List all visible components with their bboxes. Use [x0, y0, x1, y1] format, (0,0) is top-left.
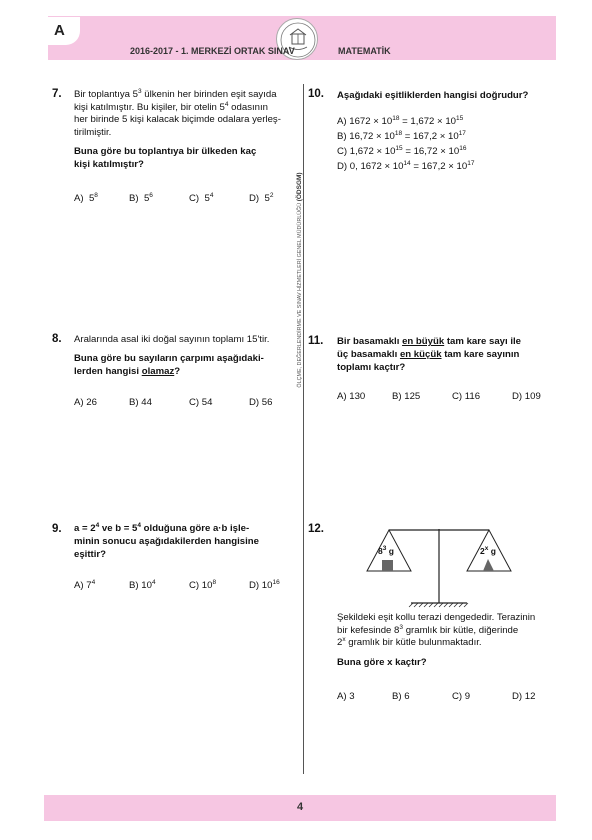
- right-pan-label: 2$^x$ g: [480, 545, 496, 556]
- option-a[interactable]: A) $7^4$: [74, 579, 96, 591]
- question-prompt: $a = 2^4$ ve $b = 5^4$ olduğuna göre a·b işle- minin sonucu aşağıdakilerden hangisine eşittir?: [74, 522, 259, 560]
- option-d[interactable]: D) 56: [249, 397, 273, 408]
- option-a[interactable]: A) 26: [74, 397, 97, 408]
- question-prompt: Buna göre x kaçtır?: [337, 656, 427, 668]
- option-b[interactable]: B) $16,72 \times 10^{18} = 167,2 \times 10^{17}$: [337, 130, 466, 142]
- option-d[interactable]: D) 0, $1672 \times 10^{14} = 167,2 \times 10^{17}$: [337, 160, 475, 172]
- option-b[interactable]: B) $10^4$: [129, 579, 156, 591]
- question-prompt: Buna göre bu sayıların çarpımı aşağıdaki- lerden hangisi olamaz?: [74, 352, 264, 377]
- question-number: 9.: [52, 523, 62, 535]
- page-number: 4: [296, 801, 304, 813]
- question-prompt: Buna göre bu toplantıya bir ülkeden kaç kişi katılmıştır?: [74, 146, 257, 170]
- option-c[interactable]: C) 9: [452, 691, 471, 702]
- option-c[interactable]: C) 116: [452, 391, 481, 402]
- option-c[interactable]: C) $5^4$: [189, 192, 214, 204]
- question-text: Bir toplantıya $5^3$ ülkenin her birinden eşit sayıda kişi katılmıştır. Bu kişiler, bir otelin $5^4$ odasının her birinde 5 kişi kalacak biçimde odalara yerleş- tirilmiştir.: [74, 88, 281, 138]
- exam-title: 2016-2017 - 1. MERKEZİ ORTAK SINAV: [130, 46, 295, 56]
- page-footer: [44, 795, 556, 821]
- question-prompt: Aşağıdaki eşitliklerden hangisi doğrudur?: [337, 90, 529, 101]
- option-c[interactable]: C) $1,672 \times 10^{15} = 16,72 \times 10^{16}$: [337, 145, 467, 157]
- subject-title: MATEMATİK: [338, 46, 391, 56]
- question-number: 7.: [52, 88, 62, 100]
- question-text: Aralarında asal iki doğal sayının toplamı 15'tir.: [74, 334, 270, 345]
- booklet-letter: A: [54, 22, 65, 39]
- option-b[interactable]: B) 44: [129, 397, 152, 408]
- question-number: 12.: [308, 523, 324, 535]
- question-text: Şekildeki eşit kollu terazi dengededir. Terazinin bir kefesinde $8^3$ gramlık bir kütle, diğerinde 2$^x$ gramlık bir kütle bulunmaktadır. Buna göre x kaçtır?: [337, 612, 562, 669]
- option-c[interactable]: C) $10^8$: [189, 579, 217, 591]
- page-header: [48, 16, 556, 62]
- column-divider: [303, 84, 304, 774]
- option-b[interactable]: B) 125: [392, 391, 421, 402]
- option-d[interactable]: D) $5^2$: [249, 192, 274, 204]
- option-d[interactable]: D) 109: [512, 391, 541, 402]
- option-d[interactable]: D) $10^{16}$: [249, 579, 280, 591]
- option-a[interactable]: A) 130: [337, 391, 366, 402]
- option-a[interactable]: A) 3: [337, 691, 355, 702]
- left-pan-label: $8^3$ g: [378, 545, 394, 556]
- option-c[interactable]: C) 54: [189, 397, 213, 408]
- question-number: 10.: [308, 88, 324, 100]
- option-a[interactable]: A) $1672 \times 10^{18} = 1,672 \times 10^{15}$: [337, 115, 464, 127]
- option-d[interactable]: D) 12: [512, 691, 536, 702]
- question-number: 8.: [52, 333, 62, 345]
- option-b[interactable]: B) 6: [392, 691, 410, 702]
- option-b[interactable]: B) $5^6$: [129, 192, 153, 204]
- balance-scale-diagram: [353, 523, 533, 608]
- answer-options: [337, 114, 474, 174]
- option-a[interactable]: A) $5^8$: [74, 192, 98, 204]
- question-number: 11.: [308, 335, 324, 347]
- side-institution-text: ÖLÇME, DEĞERLENDİRME VE SINAV HİZMETLERİ GENEL MÜDÜRLÜĞÜ (ÖDSGM): [296, 172, 303, 388]
- booklet-badge: [48, 17, 80, 45]
- question-prompt: Bir basamaklı en büyük tam kare sayı ile üç basamaklı en küçük tam kare sayının toplamı kaçtır?: [337, 336, 521, 373]
